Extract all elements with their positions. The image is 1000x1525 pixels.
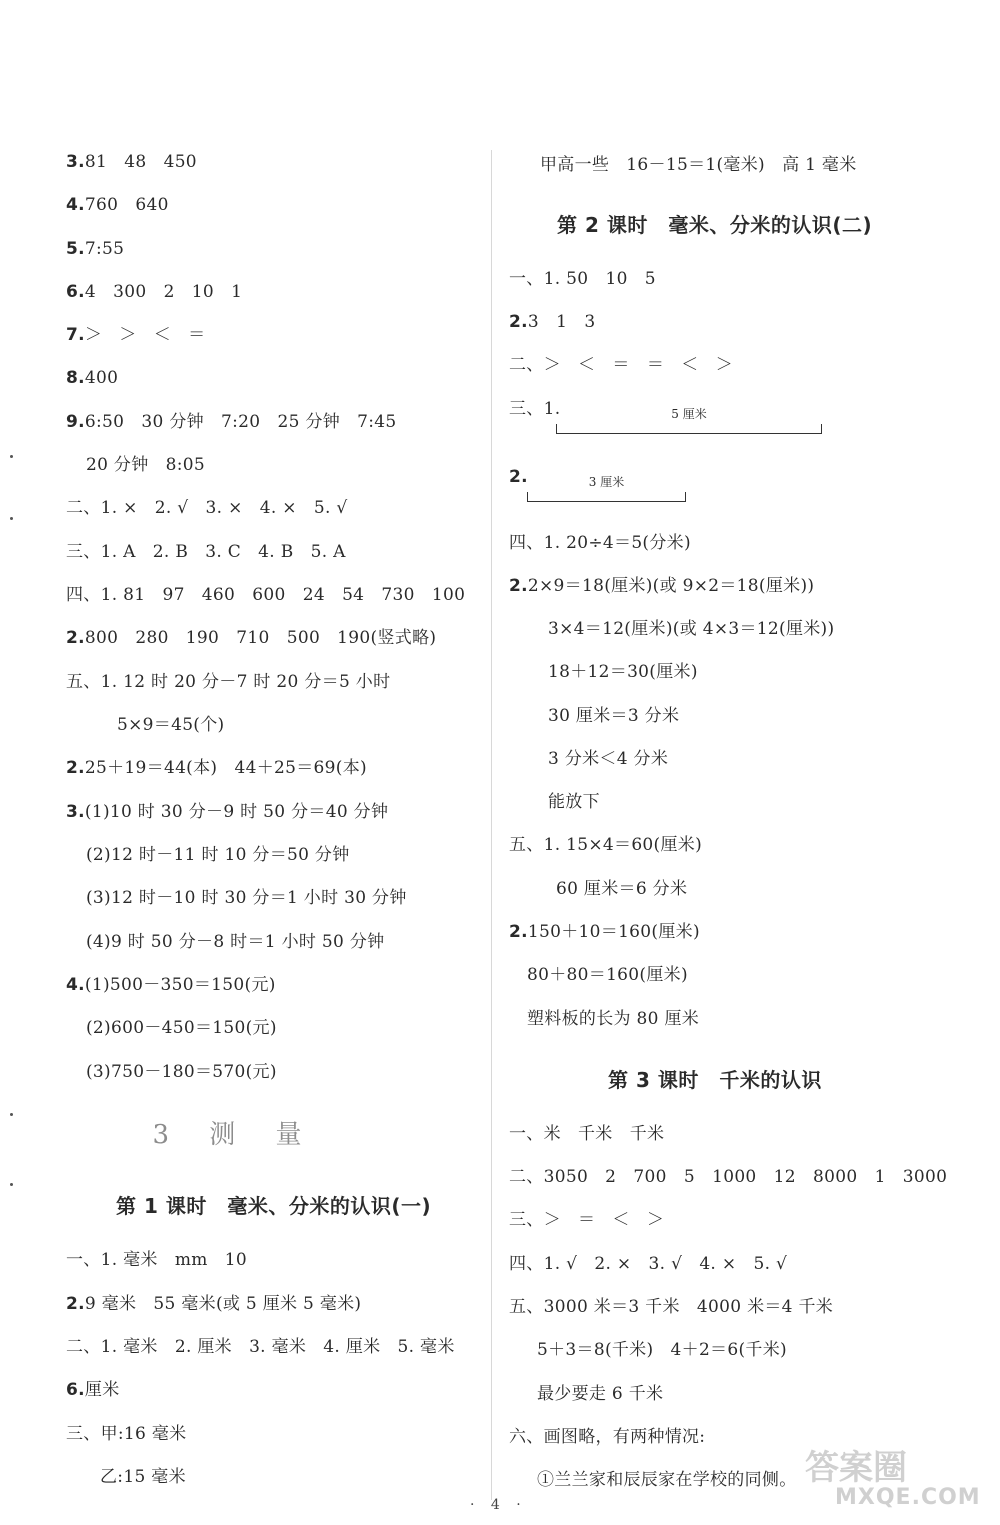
answer-line: 最少要走 6 千米	[537, 1384, 664, 1404]
answer-line: 三、＞ ＝ ＜ ＞	[509, 1210, 665, 1230]
answer-line: 18＋12＝30(厘米)	[548, 662, 698, 682]
page-number: · 4 ·	[470, 1497, 527, 1513]
answer-line: 2.9 毫米 55 毫米(或 5 厘米 5 毫米)	[66, 1294, 362, 1314]
scan-mark	[10, 1183, 13, 1186]
answer-line: 20 分钟 8:05	[86, 455, 206, 475]
answer-line: 六、画图略，有两种情况:	[509, 1427, 706, 1447]
answer-line: 2.3 1 3	[509, 312, 596, 332]
answer-line: 80＋80＝160(厘米)	[527, 965, 688, 985]
segment-tick	[685, 492, 686, 502]
section-title: 3 测 量	[152, 1120, 318, 1150]
answer-line: 二、3050 2 700 5 1000 12 8000 1 3000	[509, 1167, 948, 1187]
lesson-heading: 第 2 课时 毫米、分米的认识(二)	[557, 213, 873, 237]
segment-tick	[556, 424, 557, 434]
answer-line: 9.6:50 30 分钟 7:20 25 分钟 7:45	[66, 412, 397, 432]
column-divider	[491, 150, 492, 1500]
answer-line: 4.(1)500－350＝150(元)	[66, 975, 276, 995]
answer-line: 三、甲:16 毫米	[66, 1424, 187, 1444]
answer-line: 8.400	[66, 368, 119, 388]
answer-line: 2.	[509, 467, 528, 487]
answer-line: 一、1. 毫米 mm 10	[66, 1250, 248, 1270]
answer-line: 二、1. 毫米 2. 厘米 3. 毫米 4. 厘米 5. 毫米	[66, 1337, 455, 1357]
answer-line: 五、1. 12 时 20 分－7 时 20 分＝5 小时	[66, 672, 391, 692]
answer-line: 五、3000 米＝3 千米 4000 米＝4 千米	[509, 1297, 834, 1317]
segment-tick	[527, 492, 528, 502]
answer-line: 三、1.	[509, 399, 561, 419]
answer-line: 五、1. 15×4＝60(厘米)	[509, 835, 703, 855]
answer-line: 5×9＝45(个)	[117, 715, 225, 735]
segment-label: 3 厘米	[588, 475, 625, 489]
lesson-heading: 第 1 课时 毫米、分米的认识(一)	[116, 1194, 432, 1218]
answer-line: (3)750－180＝570(元)	[86, 1062, 277, 1082]
answer-line: 5＋3＝8(千米) 4＋2＝6(千米)	[537, 1340, 787, 1360]
watermark-url: MXQE.COM	[835, 1485, 981, 1510]
answer-line: (4)9 时 50 分－8 时＝1 小时 50 分钟	[86, 932, 385, 952]
answer-line: 塑料板的长为 80 厘米	[527, 1009, 700, 1029]
answer-line: 6.厘米	[66, 1380, 120, 1400]
answer-line: 5.7:55	[66, 239, 125, 259]
answer-line: 3.81 48 450	[66, 152, 197, 172]
answer-line: 4.760 640	[66, 195, 169, 215]
lesson-heading: 第 3 课时 千米的认识	[608, 1068, 822, 1092]
watermark-logo: 答案圈	[805, 1448, 907, 1488]
scan-mark	[10, 455, 13, 458]
answer-line: 6.4 300 2 10 1	[66, 282, 243, 302]
answer-line: 3×4＝12(厘米)(或 4×3＝12(厘米))	[548, 619, 835, 639]
line-segment-3cm	[527, 474, 686, 502]
answer-line: 2.150＋10＝160(厘米)	[509, 922, 700, 942]
scan-mark	[10, 517, 13, 520]
answer-line: 2.800 280 190 710 500 190(竖式略)	[66, 628, 437, 648]
answer-line: 二、＞ ＜ ＝ ＝ ＜ ＞	[509, 355, 733, 375]
answer-line: (2)600－450＝150(元)	[86, 1018, 277, 1038]
answer-line: 7.＞ ＞ ＜ ＝	[66, 325, 206, 345]
answer-line: 三、1. A 2. B 3. C 4. B 5. A	[66, 542, 346, 562]
answer-line: 3.(1)10 时 30 分－9 时 50 分＝40 分钟	[66, 802, 389, 822]
answer-line: (3)12 时－10 时 30 分＝1 小时 30 分钟	[86, 888, 407, 908]
line-segment-5cm	[556, 404, 822, 434]
answer-line: (2)12 时－11 时 10 分＝50 分钟	[86, 845, 350, 865]
answer-line: 一、1. 50 10 5	[509, 269, 656, 289]
answer-line: 四、1. 20÷4＝5(分米)	[509, 533, 691, 553]
answer-line: 四、1. 81 97 460 600 24 54 730 100	[66, 585, 466, 605]
answer-line: 一、米 千米 千米	[509, 1124, 665, 1144]
answer-line: 四、1. √ 2. × 3. √ 4. × 5. √	[509, 1254, 788, 1274]
answer-line: 60 厘米＝6 分米	[556, 879, 688, 899]
answer-line: 甲高一些 16－15＝1(毫米) 高 1 毫米	[540, 155, 857, 175]
answer-line: 乙:15 毫米	[100, 1467, 186, 1487]
segment-tick	[821, 424, 822, 434]
answer-line: 二、1. × 2. √ 3. × 4. × 5. √	[66, 498, 348, 518]
answer-line: 能放下	[548, 792, 600, 812]
answer-line: 2.2×9＝18(厘米)(或 9×2＝18(厘米))	[509, 576, 815, 596]
answer-line: 3 分米＜4 分米	[548, 749, 669, 769]
answer-line: ①兰兰家和辰辰家在学校的同侧。	[537, 1470, 797, 1490]
answer-line: 2.25＋19＝44(本) 44＋25＝69(本)	[66, 758, 367, 778]
segment-label: 5 厘米	[671, 407, 707, 421]
answer-line: 30 厘米＝3 分米	[548, 706, 680, 726]
scan-mark	[10, 1113, 13, 1116]
segment-line	[527, 501, 686, 502]
segment-line	[556, 433, 822, 434]
